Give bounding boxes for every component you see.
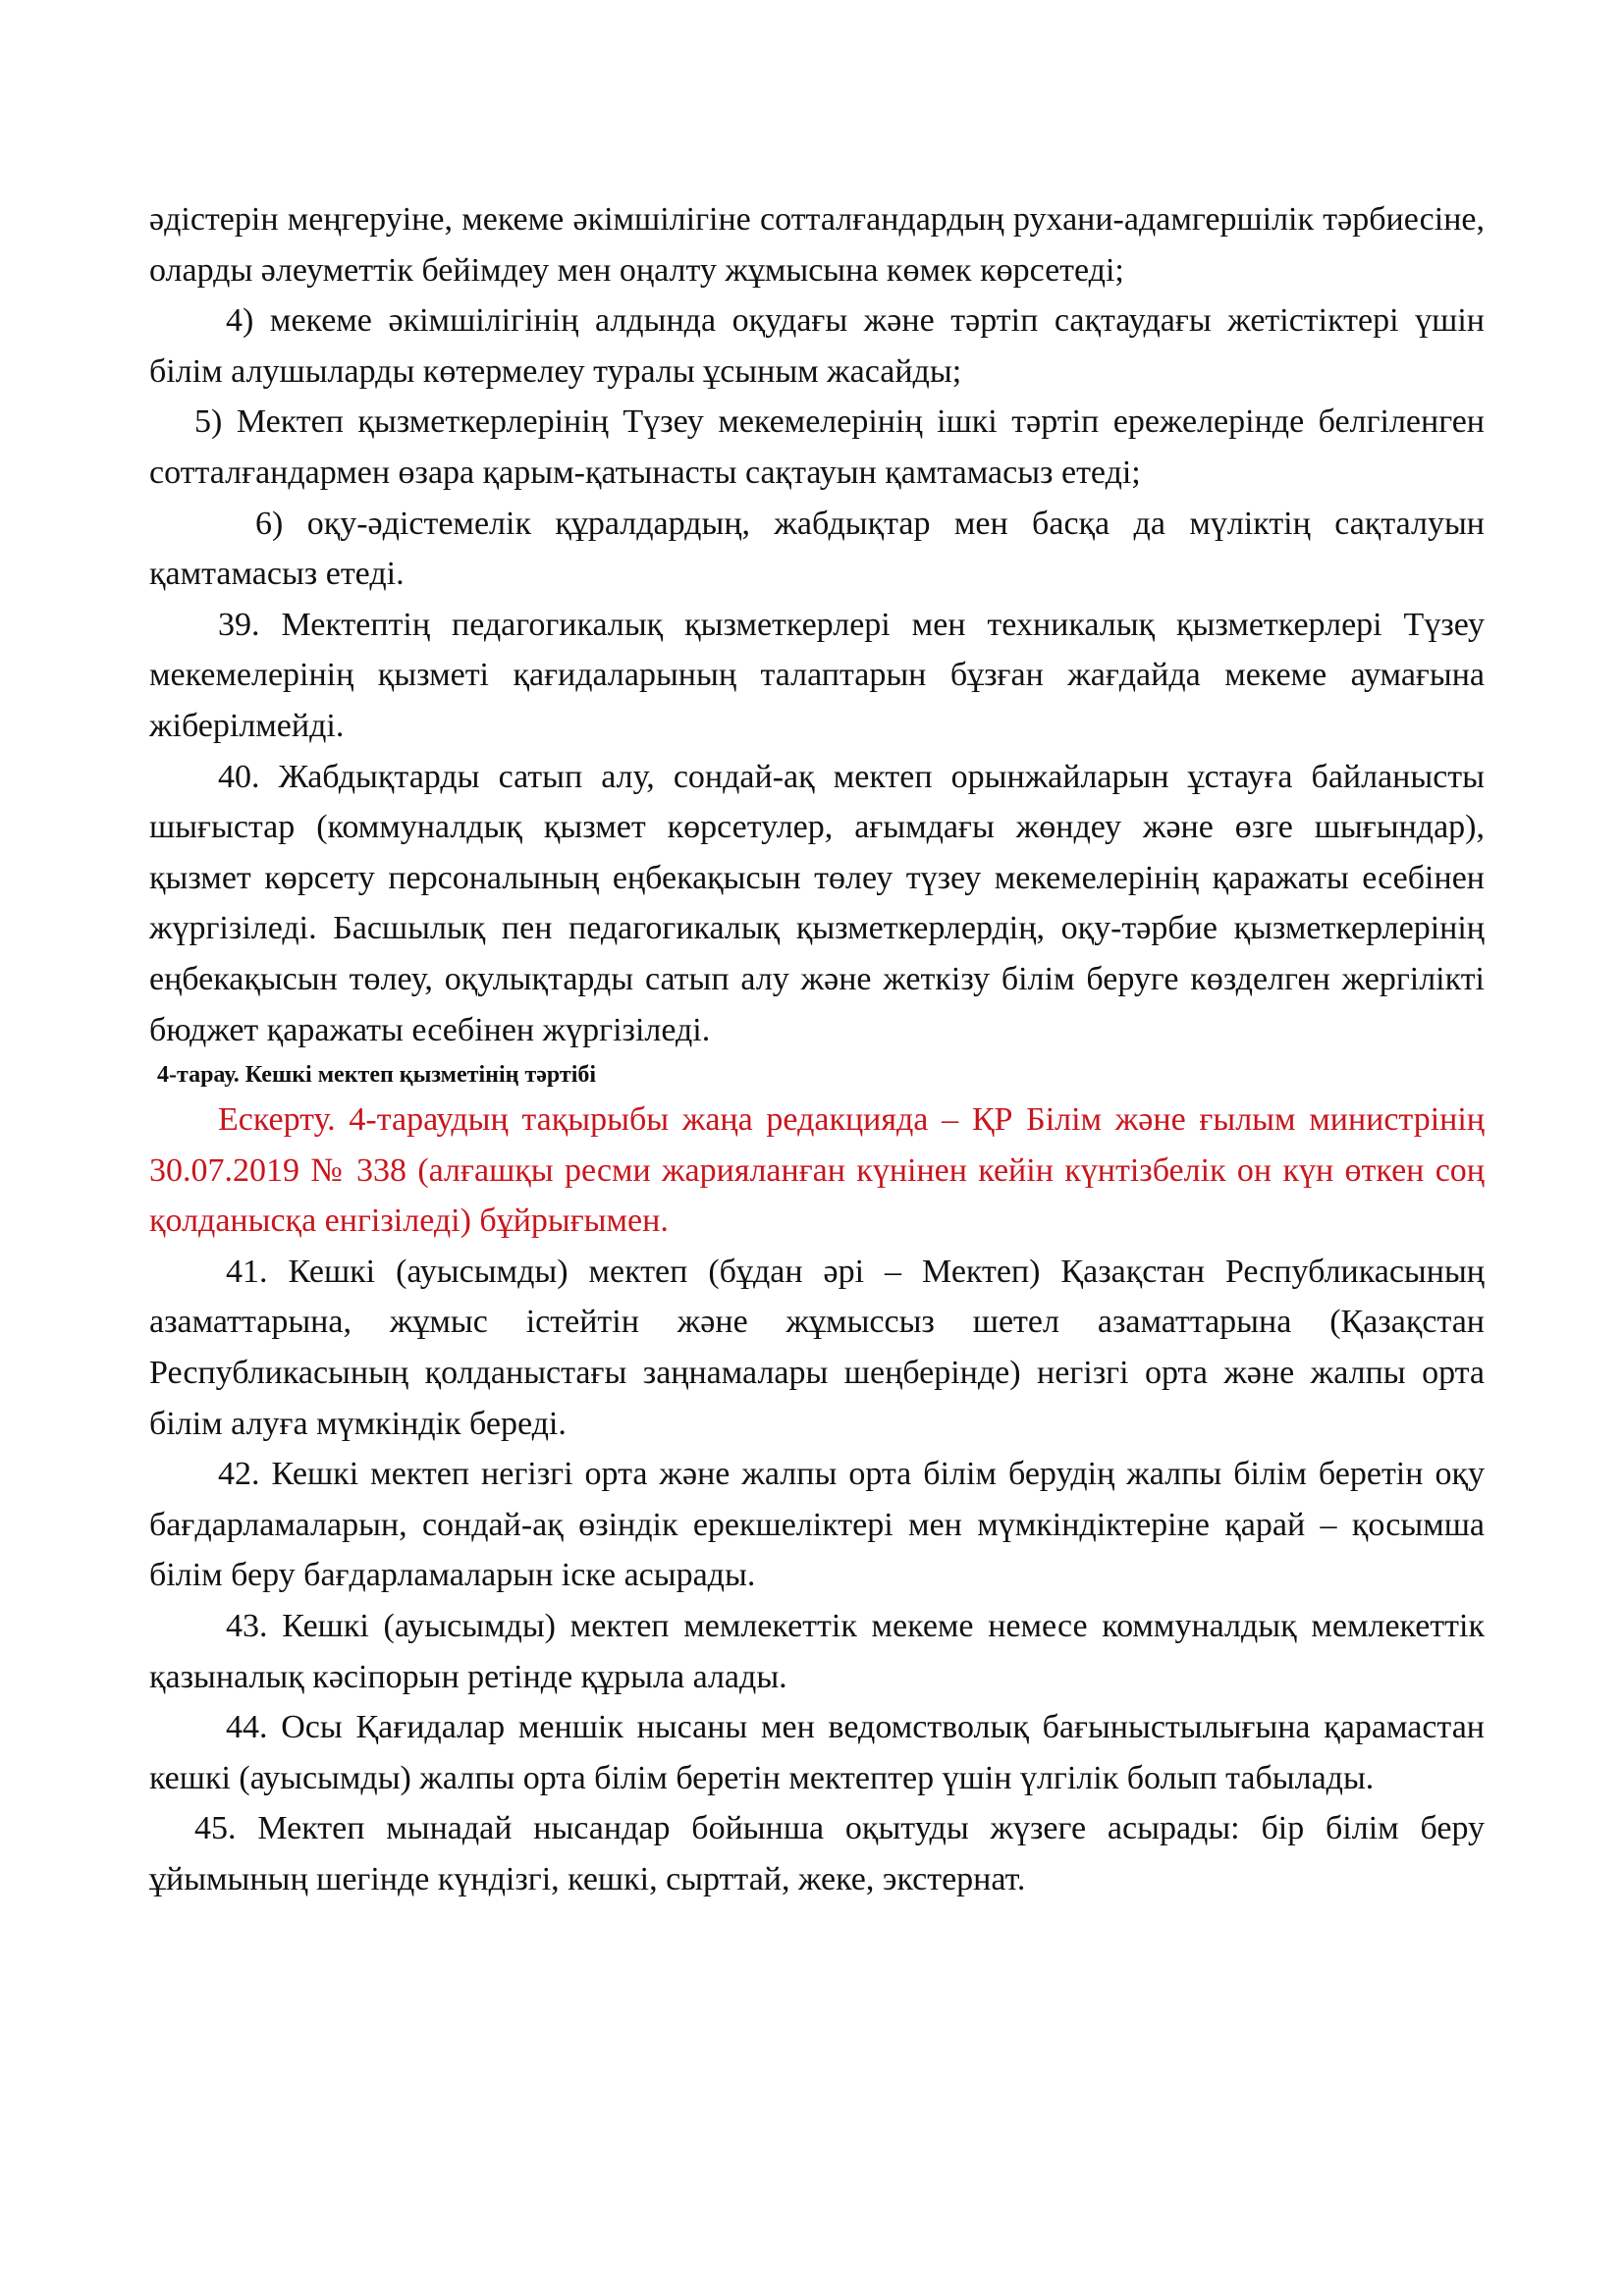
clause-43: 43. Кешкі (ауысымды) мектеп мемлекеттік мекеме немесе коммуналдық мемлекеттік қазыналық кәсіпорын ретінде құрыла алады.: [149, 1608, 1485, 1695]
list-item-4: 4) мекеме әкімшілігінің алдында оқудағы және тәртіп сақтаудағы жетістіктері үшін білім алушыларды көтермелеу туралы ұсыным жасайды;: [149, 302, 1485, 390]
list-item-5: 5) Мектеп қызметкерлерінің Түзеу мекемелерінің ішкі тәртіп ережелерінде белгіленген сотталғандармен өзара қарым-қатынасты сақтауын қамтамасыз етеді;: [149, 403, 1485, 491]
document-page: [149, 194, 1485, 1905]
clause-41: 41. Кешкі (ауысымды) мектеп (бұдан әрі – Мектеп) Қазақстан Республикасының азаматтарына, жұмыс істейтін және жұмыссыз шетел азаматтарына (Қазақстан Республикасының қолданыстағы заңнамалары шеңберінде) негізгі орта және жалпы орта білім алуға мүмкіндік береді.: [149, 1253, 1485, 1442]
clause-39: 39. Мектептің педагогикалық қызметкерлері мен техникалық қызметкерлері Түзеу мекемелерінің қызметі қағидаларының талаптарын бұзған жағдайда мекеме аумағына жіберілмейді.: [149, 606, 1485, 744]
section-heading: 4-тарау. Кешкі мектеп қызметінің тәртібі: [157, 1062, 597, 1089]
paragraph-continuation-item-3: әдістерін меңгеруіне, мекеме әкімшілігіне сотталғандардың рухани-адамгершілік тәрбиесіне, оларды әлеуметтік бейімдеу мен оңалту жұмысына көмек көрсетеді;: [149, 201, 1485, 289]
clause-40: 40. Жабдықтарды сатып алу, сондай-ақ мектеп орынжайларын ұстауға байланысты шығыстар (коммуналдық қызмет көрсетулер, ағымдағы жөндеу және өзге шығындар), қызмет көрсету персоналының еңбекақысын төлеу түзеу мекемелерінің қаражаты есебінен жүргізіледі. Басшылық пен педагогикалық қызметкерлердің, оқу-тәрбие қызметкерлерінің еңбекақысын төлеу, оқулықтарды сатып алу және жеткізу білім беруге көзделген жергілікті бюджет қаражаты есебінен жүргізіледі.: [149, 758, 1485, 1048]
list-item-6: 6) оқу-әдістемелік құралдардың, жабдықтар мен басқа да мүліктің сақталуын қамтамасыз етеді.: [149, 505, 1485, 593]
clause-45: 45. Мектеп мынадай нысандар бойынша оқытуды жүзеге асырады: бір білім беру ұйымының шегінде күндізгі, кешкі, сырттай, жеке, экстернат.: [149, 1810, 1485, 1897]
clause-42: 42. Кешкі мектеп негізгі орта және жалпы орта білім берудің жалпы білім беретін оқу бағдарламаларын, сондай-ақ өзіндік ерекшеліктері мен мүмкіндіктеріне қарай – қосымша білім беру бағдарламаларын іске асырады.: [149, 1456, 1485, 1594]
editorial-note: Ескерту. 4-тараудың тақырыбы жаңа редакцияда – ҚР Білім және ғылым министрінің 30.07.2019 № 338 (алғашқы ресми жарияланған күнінен кейін күнтізбелік он күн өткен соң қолданысқа енгізіледі) бұйрығымен.: [149, 1101, 1485, 1240]
clause-44: 44. Осы Қағидалар меншік нысаны мен ведомстволық бағыныстылығына қарамастан кешкі (ауысымды) жалпы орта білім беретін мектептер үшін үлгілік болып табылады.: [149, 1709, 1485, 1796]
